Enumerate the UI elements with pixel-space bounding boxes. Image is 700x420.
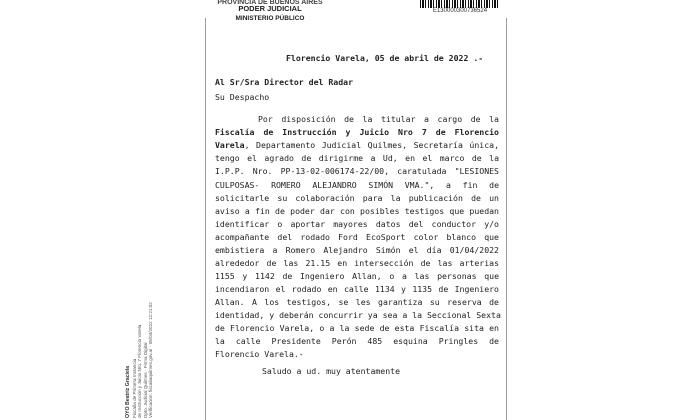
body-line: la calle Presidente Perón 485 esquina Pringles de bbox=[215, 336, 499, 346]
body-bold-part: Varela bbox=[215, 140, 245, 150]
body-line: aviso a fin de poder dar con posibles testigos que puedan bbox=[215, 206, 499, 216]
body-line-rest: , Departamento Judicial Quilmes, Secretaría única, bbox=[244, 140, 499, 150]
digital-signature-note bbox=[126, 302, 154, 418]
body-line: CULPOSAS- ROMERO ALEJANDRO SIMÓN VMA.", a fin de bbox=[215, 180, 499, 190]
signature-line: Fiscalía de Primera Instancia bbox=[131, 358, 137, 418]
letterhead-ministry: MINISTERIO PÚBLICO bbox=[235, 15, 305, 22]
body-line: Allan. A los testigos, se les garantiza su reserva de bbox=[215, 297, 499, 307]
letter-recipient: Al Sr/Sra Director del Radar bbox=[215, 77, 354, 87]
body-line: alrededor de las 21.15 en intersección de las arterias bbox=[215, 258, 499, 268]
body-line: incendiaron el rodado en calle 1134 y 1135 de Ingeniero bbox=[215, 284, 499, 294]
body-line: acompañante del rodado Ford EcoSport color blanco que bbox=[215, 232, 499, 242]
body-line: embistiera a Romero Alejandro Simón el día 01/04/2022 bbox=[215, 245, 499, 255]
body-line: identificar o aportar mayores datos del conductor y/o bbox=[215, 219, 499, 229]
signature-line: Dpto. Judicial Quilmes · Firma Digital bbox=[142, 342, 148, 418]
letter-office: Su Despacho bbox=[215, 92, 270, 102]
body-line: de Florencio Varela, o a la sede de esta Fiscalía sita en bbox=[215, 323, 499, 333]
body-line: Florencio Varela.- bbox=[215, 349, 304, 359]
letterhead-province: PROVINCIA DE BUENOS AIRES bbox=[217, 0, 323, 4]
letterhead-institution: PODER JUDICIAL bbox=[238, 4, 302, 13]
body-line: Por disposición de la titular a cargo de la bbox=[258, 114, 499, 124]
barcode-number: E130000300736524 bbox=[432, 8, 488, 14]
signature-line: de Instrucción y Juicio Nro. 7 Florencio Varela bbox=[137, 324, 143, 418]
body-line: I.P.P. Nro. PP-13-02-006174-22/00, caratulada "LESIONES bbox=[215, 166, 499, 176]
letter-closing: Saludo a ud. muy atentamente bbox=[262, 366, 401, 376]
body-line: identidad, y deberán concurrir ya sea a la Seccional Sexta bbox=[215, 310, 501, 320]
body-line: Fiscalía de Instrucción y Juicio Nro 7 de Florencio bbox=[215, 127, 499, 137]
body-line bbox=[215, 140, 499, 150]
body-line: 1155 y 1142 de Ingeniero Allan, o a las personas que bbox=[215, 271, 499, 281]
letter-date: Florencio Varela, 05 de abril de 2022 .- bbox=[286, 53, 484, 63]
signature-line: Verificación: fiscaliaquilmes.gov.ar · 05/04/2022 12:21:02 bbox=[148, 302, 154, 418]
signer-name: OYO Beatriz Graciela bbox=[125, 365, 131, 418]
body-line: tengo el agrado de dirigirme a Ud, en el marco de la bbox=[215, 153, 499, 163]
body-line: solicitarle su colaboración para la publicación de un bbox=[215, 193, 499, 203]
